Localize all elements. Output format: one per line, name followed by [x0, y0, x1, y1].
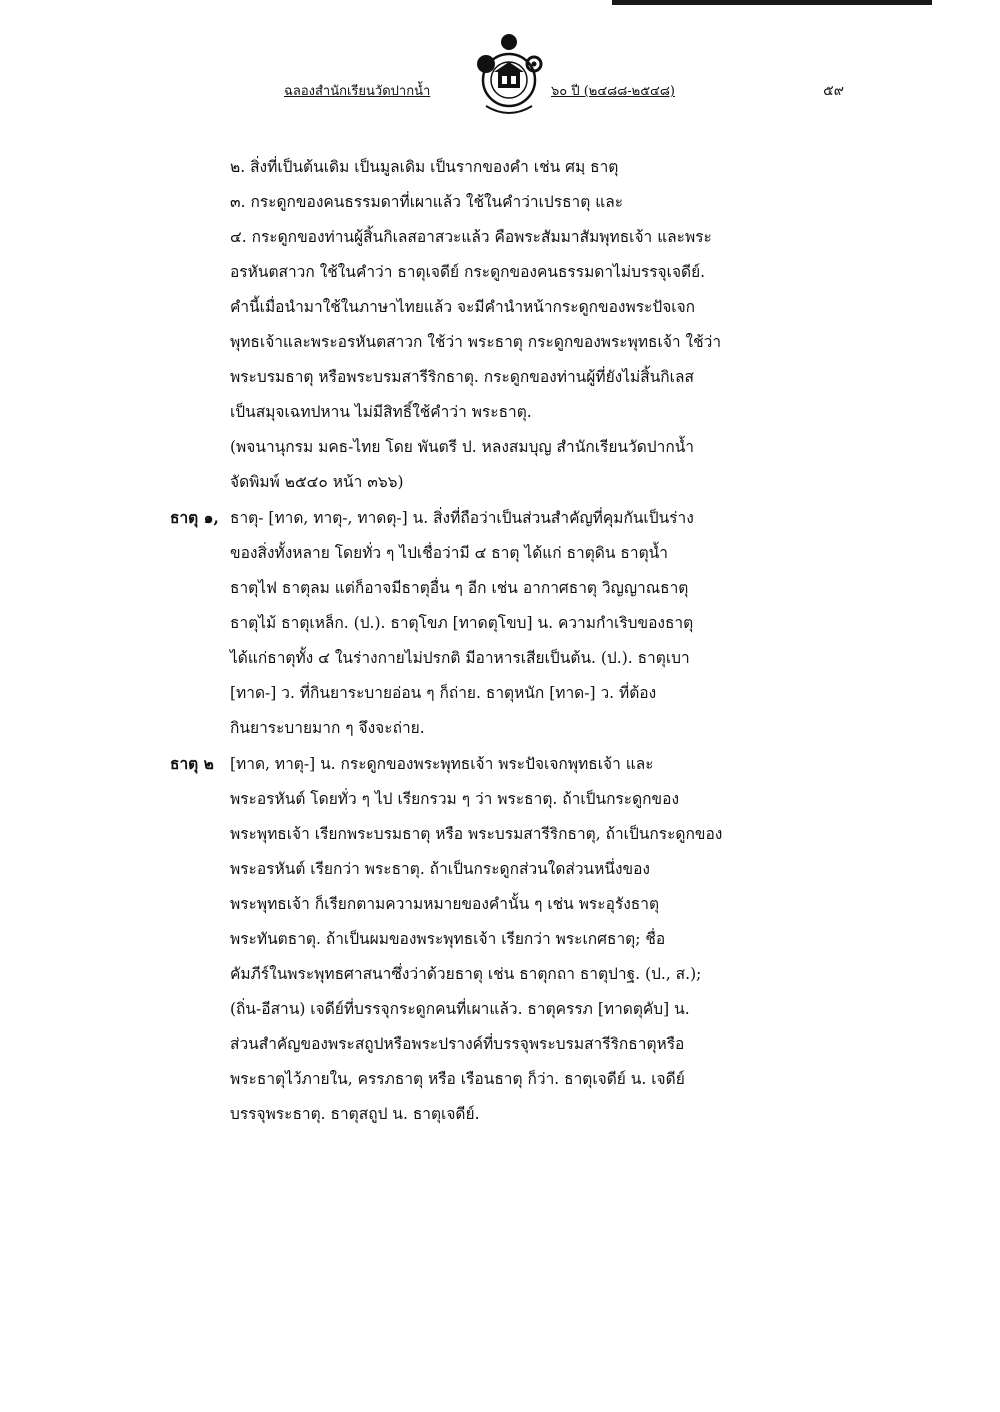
text-line: คำนี้เมื่อนำมาใช้ในภาษาไทยแล้ว จะมีคำนำหน้ากระดูกของพระปัจเจก	[230, 298, 696, 316]
entry-line: ของสิ่งทั้งหลาย โดยทั่ว ๆ ไปเชื่อว่ามี ๔ ธาตุ ได้แก่ ธาตุดิน ธาตุน้ำ	[230, 544, 668, 562]
text-line: พระบรมธาตุ หรือพระบรมสารีริกธาตุ. กระดูกของท่านผู้ที่ยังไม่สิ้นกิเลส	[230, 368, 694, 386]
entry-line: [ทาด, ทาตุ-] น. กระดูกของพระพุทธเจ้า พระปัจเจกพุทธเจ้า และ	[230, 755, 654, 773]
temple-seal-icon	[464, 28, 554, 124]
text-line: เป็นสมุจเฉทปหาน ไม่มีสิทธิ์ใช้คำว่า พระธาตุ.	[230, 403, 532, 421]
entry-line: ส่วนสำคัญของพระสถูปหรือพระปรางค์ที่บรรจุพระบรมสารีริกธาตุหรือ	[230, 1035, 685, 1053]
entry-line: พระพุทธเจ้า ก็เรียกตามความหมายของคำนั้น ๆ เช่น พระอุรังธาตุ	[230, 895, 660, 913]
entry-line: ธาตุ- [ทาด, ทาตุ-, ทาดตุ-] น. สิ่งที่ถือว่าเป็นส่วนสำคัญที่คุมกันเป็นร่าง	[230, 509, 694, 527]
text-line: พุทธเจ้าและพระอรหันตสาวก ใช้ว่า พระธาตุ กระดูกของพระพุทธเจ้า ใช้ว่า	[230, 333, 722, 351]
entry-line: พระอรหันต์ โดยทั่ว ๆ ไป เรียกรวม ๆ ว่า พระธาตุ. ถ้าเป็นกระดูกของ	[230, 790, 680, 808]
entry-line: ได้แก่ธาตุทั้ง ๔ ในร่างกายไม่ปรกติ มีอาหารเสียเป็นต้น. (ป.). ธาตุเบา	[230, 649, 690, 667]
citation-line: (พจนานุกรม มคธ-ไทย โดย พันตรี ป. หลงสมบุญ สำนักเรียนวัดปากน้ำ	[230, 438, 695, 456]
entry-line: กินยาระบายมาก ๆ จึงจะถ่าย.	[230, 719, 425, 737]
entry-line: บรรจุพระธาตุ. ธาตุสถูป น. ธาตุเจดีย์.	[230, 1105, 480, 1123]
citation-line: จัดพิมพ์ ๒๕๔๐ หน้า ๓๖๖)	[230, 473, 404, 491]
entry-line: ธาตุไฟ ธาตุลม แต่ก็อาจมีธาตุอื่น ๆ อีก เช่น อากาศธาตุ วิญญาณธาตุ	[230, 579, 689, 597]
entry-line: พระพุทธเจ้า เรียกพระบรมธาตุ หรือ พระบรมสารีริกธาตุ, ถ้าเป็นกระดูกของ	[230, 825, 723, 843]
dictionary-entry-2	[170, 746, 850, 1132]
entry-line: พระธาตุไว้ภายใน, ครรภธาตุ หรือ เรือนธาตุ ก็ว่า. ธาตุเจดีย์ น. เจดีย์	[230, 1070, 685, 1088]
entry-line: พระอรหันต์ เรียกว่า พระธาตุ. ถ้าเป็นกระดูกส่วนใดส่วนหนึ่งของ	[230, 860, 650, 878]
entry-line: ธาตุไม้ ธาตุเหล็ก. (ป.). ธาตุโขภ [ทาดตุโขบ] น. ความกำเริบของธาตุ	[230, 614, 694, 632]
header-anniversary: ๖๐ ปี (๒๔๘๘-๒๕๔๘)	[551, 84, 675, 99]
text-line: อรหันตสาวก ใช้ในคำว่า ธาตุเจดีย์ กระดูกของคนธรรมดาไม่บรรจุเจดีย์.	[230, 263, 706, 281]
entry-line: [ทาด-] ว. ที่กินยาระบายอ่อน ๆ ก็ถ่าย. ธาตุหนัก [ทาด-] ว. ที่ต้อง	[230, 684, 657, 702]
top-edge-bar	[612, 0, 932, 5]
running-header	[284, 72, 844, 112]
page-number: ๕๙	[823, 83, 844, 99]
text-line: ๒. สิ่งที่เป็นต้นเดิม เป็นมูลเดิม เป็นรากของคำ เช่น ศมฺ ธาตุ	[230, 158, 619, 176]
entry-line: คัมภีร์ในพระพุทธศาสนาซึ่งว่าด้วยธาตุ เช่น ธาตุกถา ธาตุปาฐ. (ป., ส.);	[230, 965, 702, 983]
header-book-title: ฉลองสำนักเรียนวัดปากน้ำ	[284, 84, 431, 99]
page-body	[170, 150, 850, 1132]
entry-line: (ถิ่น-อีสาน) เจดีย์ที่บรรจุกระดูกคนที่เผาแล้ว. ธาตุครรภ [ทาดตุคับ] น.	[230, 1000, 690, 1018]
entry-headword: ธาตุ ๑,	[170, 508, 219, 527]
text-line: ๓. กระดูกของคนธรรมดาที่เผาแล้ว ใช้ในคำว่าเปรธาตุ และ	[230, 193, 624, 211]
dictionary-entry-1	[170, 500, 850, 746]
entry-line: พระทันตธาตุ. ถ้าเป็นผมของพระพุทธเจ้า เรียกว่า พระเกศธาตุ; ชื่อ	[230, 930, 666, 948]
text-line: ๔. กระดูกของท่านผู้สิ้นกิเลสอาสวะแล้ว คือพระสัมมาสัมพุทธเจ้า และพระ	[230, 228, 712, 246]
entry-headword: ธาตุ ๒	[170, 754, 214, 773]
